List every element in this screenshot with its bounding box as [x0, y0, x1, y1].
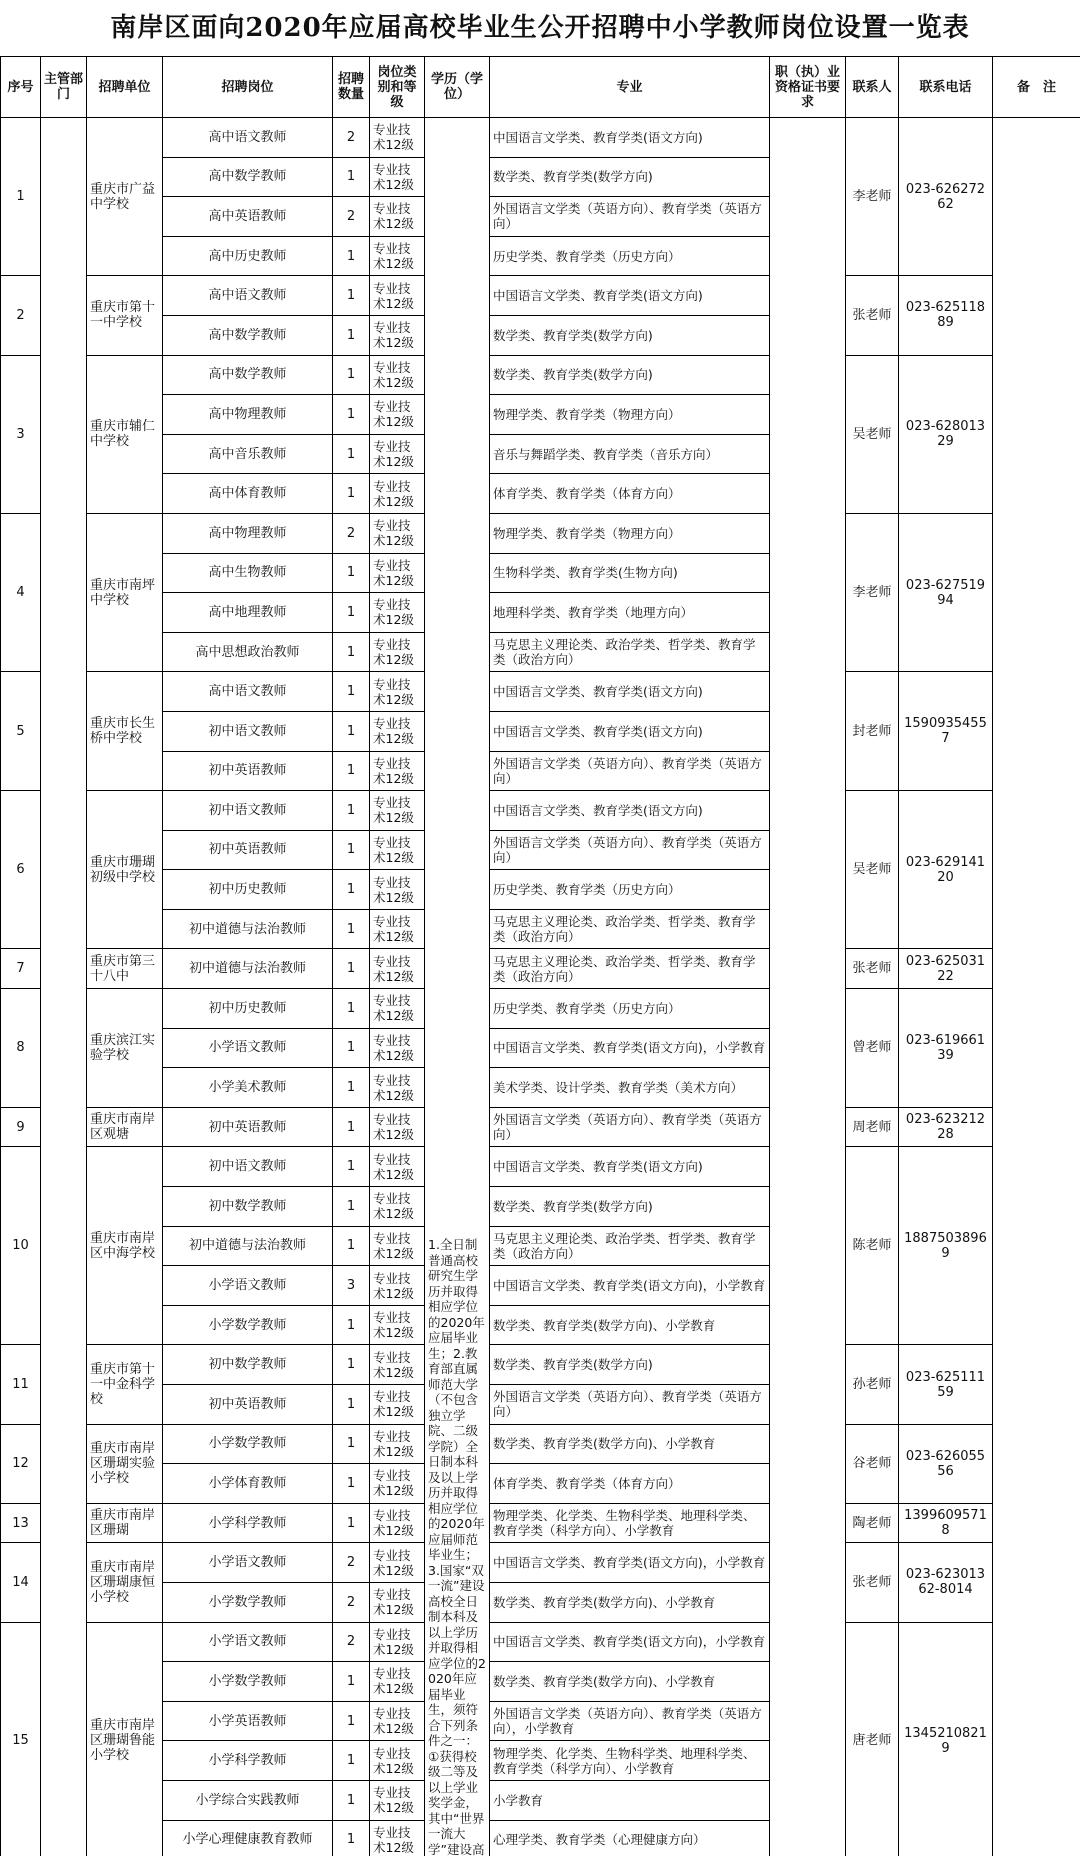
major-requirement: 马克思主义理论类、政治学类、哲学类、教育学类（政治方向）	[490, 1226, 770, 1266]
recruitment-table-container	[0, 56, 1080, 1856]
major-requirement: 外国语言文学类（英语方向）、教育学类（英语方向）	[490, 830, 770, 870]
post-count: 1	[333, 1385, 370, 1425]
table-row	[1, 1424, 1080, 1464]
major-requirement: 数学类、教育学类(数学方向)、小学教育	[490, 1662, 770, 1702]
post-name: 初中历史教师	[163, 870, 333, 910]
row-number: 7	[1, 949, 41, 989]
post-count: 1	[333, 1226, 370, 1266]
major-requirement: 中国语言文学类、教育学类(语文方向)，小学教育	[490, 1622, 770, 1662]
major-requirement: 外国语言文学类（英语方向）、教育学类（英语方向）	[490, 751, 770, 791]
post-count: 1	[333, 474, 370, 514]
post-name: 小学语文教师	[163, 1543, 333, 1583]
unit-name: 重庆市南岸区观塘	[87, 1107, 163, 1147]
post-name: 初中英语教师	[163, 1385, 333, 1425]
post-count: 1	[333, 751, 370, 791]
post-grade: 专业技术12级	[370, 751, 425, 791]
unit-name: 重庆市第三十八中	[87, 949, 163, 989]
post-grade: 专业技术12级	[370, 593, 425, 633]
post-grade: 专业技术12级	[370, 1107, 425, 1147]
post-grade: 专业技术12级	[370, 1028, 425, 1068]
major-requirement: 外国语言文学类（英语方向）、教育学类（英语方向）	[490, 197, 770, 237]
post-grade: 专业技术12级	[370, 949, 425, 989]
post-grade: 专业技术12级	[370, 1266, 425, 1306]
post-grade: 专业技术12级	[370, 1385, 425, 1425]
post-grade: 专业技术12级	[370, 1226, 425, 1266]
post-name: 高中语文教师	[163, 276, 333, 316]
post-count: 2	[333, 118, 370, 158]
row-number: 3	[1, 355, 41, 513]
header-major: 专业	[490, 57, 770, 118]
post-count: 1	[333, 1464, 370, 1504]
post-count: 1	[333, 315, 370, 355]
table-row	[1, 355, 1080, 395]
contact-person: 张老师	[846, 1543, 899, 1622]
contact-phone: 023-62627262	[899, 118, 993, 276]
post-name: 小学心理健康教育教师	[163, 1820, 333, 1856]
row-number: 10	[1, 1147, 41, 1345]
row-number: 6	[1, 791, 41, 949]
post-count: 1	[333, 672, 370, 712]
contact-phone: 023-62751994	[899, 513, 993, 671]
major-requirement: 历史学类、教育学类（历史方向）	[490, 870, 770, 910]
post-name: 高中物理教师	[163, 395, 333, 435]
post-grade: 专业技术12级	[370, 474, 425, 514]
row-number: 9	[1, 1107, 41, 1147]
unit-name: 重庆市南岸区中海学校	[87, 1147, 163, 1345]
post-name: 小学语文教师	[163, 1622, 333, 1662]
row-number: 5	[1, 672, 41, 791]
contact-person: 唐老师	[846, 1622, 899, 1856]
post-name: 小学数学教师	[163, 1662, 333, 1702]
post-name: 初中英语教师	[163, 830, 333, 870]
header-grade: 岗位类别和等级	[370, 57, 425, 118]
post-name: 高中物理教师	[163, 513, 333, 553]
unit-name: 重庆市第十一中学校	[87, 276, 163, 355]
contact-phone: 15909354557	[899, 672, 993, 791]
post-name: 小学英语教师	[163, 1701, 333, 1741]
post-name: 小学数学教师	[163, 1424, 333, 1464]
major-requirement: 中国语言文学类、教育学类(语文方向)，小学教育	[490, 1543, 770, 1583]
post-count: 1	[333, 1068, 370, 1108]
post-count: 1	[333, 553, 370, 593]
post-count: 2	[333, 513, 370, 553]
unit-name: 重庆市南岸区珊瑚鲁能小学校	[87, 1622, 163, 1856]
post-grade: 专业技术12级	[370, 1503, 425, 1543]
major-requirement: 马克思主义理论类、政治学类、哲学类、教育学类（政治方向）	[490, 632, 770, 672]
major-requirement: 马克思主义理论类、政治学类、哲学类、教育学类（政治方向）	[490, 909, 770, 949]
contact-person: 曾老师	[846, 989, 899, 1108]
post-name: 初中历史教师	[163, 989, 333, 1029]
contact-person: 孙老师	[846, 1345, 899, 1424]
post-name: 初中语文教师	[163, 791, 333, 831]
contact-phone: 13996095718	[899, 1503, 993, 1543]
page-title: 南岸区面向2020年应届高校毕业生公开招聘中小学教师岗位设置一览表	[110, 13, 970, 43]
post-name: 初中数学教师	[163, 1345, 333, 1385]
major-requirement: 外国语言文学类（英语方向）、教育学类（英语方向）	[490, 1385, 770, 1425]
unit-name: 重庆市南坪中学校	[87, 513, 163, 671]
post-count: 1	[333, 1701, 370, 1741]
post-grade: 专业技术12级	[370, 118, 425, 158]
post-name: 初中道德与法治教师	[163, 949, 333, 989]
contact-person: 张老师	[846, 949, 899, 989]
major-requirement: 物理学类、教育学类（物理方向）	[490, 395, 770, 435]
post-grade: 专业技术12级	[370, 1741, 425, 1781]
post-grade: 专业技术12级	[370, 1622, 425, 1662]
row-number: 4	[1, 513, 41, 671]
contact-phone: 023-62321228	[899, 1107, 993, 1147]
department-cell	[41, 118, 87, 1856]
post-grade: 专业技术12级	[370, 1305, 425, 1345]
major-requirement: 历史学类、教育学类（历史方向）	[490, 989, 770, 1029]
major-requirement: 马克思主义理论类、政治学类、哲学类、教育学类（政治方向）	[490, 949, 770, 989]
post-name: 初中语文教师	[163, 1147, 333, 1187]
contact-person: 吴老师	[846, 791, 899, 949]
post-grade: 专业技术12级	[370, 513, 425, 553]
major-requirement: 中国语言文学类、教育学类(语文方向)	[490, 791, 770, 831]
contact-person: 陶老师	[846, 1503, 899, 1543]
header-no: 序号	[1, 57, 41, 118]
unit-name: 重庆市南岸区珊瑚实验小学校	[87, 1424, 163, 1503]
row-number: 11	[1, 1345, 41, 1424]
post-count: 1	[333, 157, 370, 197]
row-number: 12	[1, 1424, 41, 1503]
post-count: 1	[333, 434, 370, 474]
post-grade: 专业技术12级	[370, 1543, 425, 1583]
contact-phone: 023-61966139	[899, 989, 993, 1108]
post-count: 1	[333, 1305, 370, 1345]
contact-person: 封老师	[846, 672, 899, 791]
table-row	[1, 1345, 1080, 1385]
post-name: 高中语文教师	[163, 118, 333, 158]
post-grade: 专业技术12级	[370, 1147, 425, 1187]
post-grade: 专业技术12级	[370, 395, 425, 435]
post-count: 1	[333, 632, 370, 672]
table-row	[1, 276, 1080, 316]
header-phone: 联系电话	[899, 57, 993, 118]
contact-phone: 18875038969	[899, 1147, 993, 1345]
row-number: 15	[1, 1622, 41, 1856]
post-name: 高中音乐教师	[163, 434, 333, 474]
table-row	[1, 989, 1080, 1029]
table-row	[1, 118, 1080, 158]
post-count: 2	[333, 1582, 370, 1622]
major-requirement: 中国语言文学类、教育学类(语文方向)，小学教育	[490, 1028, 770, 1068]
post-grade: 专业技术12级	[370, 1780, 425, 1820]
post-name: 高中数学教师	[163, 355, 333, 395]
post-grade: 专业技术12级	[370, 672, 425, 712]
post-name: 小学科学教师	[163, 1503, 333, 1543]
post-grade: 专业技术12级	[370, 632, 425, 672]
row-number: 1	[1, 118, 41, 276]
contact-person: 吴老师	[846, 355, 899, 513]
contact-person: 谷老师	[846, 1424, 899, 1503]
post-count: 2	[333, 197, 370, 237]
row-number: 8	[1, 989, 41, 1108]
recruitment-table	[0, 56, 1080, 1856]
post-name: 小学科学教师	[163, 1741, 333, 1781]
post-grade: 专业技术12级	[370, 1820, 425, 1856]
table-body	[1, 118, 1080, 1856]
major-requirement: 物理学类、化学类、生物科学类、地理科学类、教育学类（科学方向）、小学教育	[490, 1741, 770, 1781]
major-requirement: 数学类、教育学类(数学方向)、小学教育	[490, 1305, 770, 1345]
post-count: 3	[333, 1266, 370, 1306]
post-count: 1	[333, 1741, 370, 1781]
row-number: 14	[1, 1543, 41, 1622]
post-count: 1	[333, 1147, 370, 1187]
post-count: 1	[333, 276, 370, 316]
major-requirement: 地理科学类、教育学类（地理方向）	[490, 593, 770, 633]
post-grade: 专业技术12级	[370, 553, 425, 593]
table-row	[1, 1622, 1080, 1662]
major-requirement: 历史学类、教育学类（历史方向）	[490, 236, 770, 276]
major-requirement: 数学类、教育学类(数学方向)、小学教育	[490, 1424, 770, 1464]
major-requirement: 数学类、教育学类(数学方向)	[490, 355, 770, 395]
major-requirement: 物理学类、教育学类（物理方向）	[490, 513, 770, 553]
table-row	[1, 1503, 1080, 1543]
major-requirement: 中国语言文学类、教育学类(语文方向)	[490, 276, 770, 316]
post-grade: 专业技术12级	[370, 434, 425, 474]
contact-phone: 023-62511159	[899, 1345, 993, 1424]
major-requirement: 中国语言文学类、教育学类(语文方向)	[490, 118, 770, 158]
major-requirement: 外国语言文学类（英语方向）、教育学类（英语方向）	[490, 1107, 770, 1147]
post-grade: 专业技术12级	[370, 830, 425, 870]
post-count: 1	[333, 1028, 370, 1068]
post-name: 高中历史教师	[163, 236, 333, 276]
post-name: 高中体育教师	[163, 474, 333, 514]
major-requirement: 体育学类、教育学类（体育方向）	[490, 474, 770, 514]
table-row	[1, 1107, 1080, 1147]
contact-person: 周老师	[846, 1107, 899, 1147]
major-requirement: 音乐与舞蹈学类、教育学类（音乐方向）	[490, 434, 770, 474]
contact-person: 陈老师	[846, 1147, 899, 1345]
header-education: 学历（学位）	[425, 57, 490, 118]
post-name: 高中生物教师	[163, 553, 333, 593]
table-row	[1, 949, 1080, 989]
contact-phone: 023-62914120	[899, 791, 993, 949]
education-requirement: 1.全日制普通高校研究生学历并取得相应学位的2020年应届毕业生；2.教育部直属师范大学（不包含独立学院、二级学院）全日制本科及以上学历并取得相应学位的2020年应届师范毕业生；3.国家“双一流”建设高校全日制本科及以上学历并取得相应学位的2020年应届毕业生，须符合下列条件之一：①获得校级二等及以上学业奖学金，其中“世界一流大学”建设高	[425, 118, 490, 1856]
post-count: 1	[333, 1503, 370, 1543]
contact-phone: 023-62511889	[899, 276, 993, 355]
post-name: 小学语文教师	[163, 1266, 333, 1306]
header-count: 招聘数量	[333, 57, 370, 118]
major-requirement: 心理学类、教育学类（心理健康方向）	[490, 1820, 770, 1856]
post-count: 1	[333, 1424, 370, 1464]
post-count: 1	[333, 949, 370, 989]
post-name: 高中思想政治教师	[163, 632, 333, 672]
post-count: 1	[333, 989, 370, 1029]
post-grade: 专业技术12级	[370, 1068, 425, 1108]
unit-name: 重庆市长生桥中学校	[87, 672, 163, 791]
post-count: 1	[333, 791, 370, 831]
post-grade: 专业技术12级	[370, 157, 425, 197]
post-count: 1	[333, 395, 370, 435]
major-requirement: 生物科学类、教育学类(生物方向)	[490, 553, 770, 593]
post-count: 1	[333, 355, 370, 395]
post-name: 高中地理教师	[163, 593, 333, 633]
post-grade: 专业技术12级	[370, 909, 425, 949]
post-name: 小学综合实践教师	[163, 1780, 333, 1820]
post-count: 1	[333, 236, 370, 276]
major-requirement: 数学类、教育学类(数学方向)	[490, 1187, 770, 1227]
remarks-cell	[993, 118, 1080, 1856]
post-name: 初中英语教师	[163, 751, 333, 791]
post-count: 1	[333, 870, 370, 910]
post-grade: 专业技术12级	[370, 315, 425, 355]
post-grade: 专业技术12级	[370, 711, 425, 751]
post-count: 1	[333, 1820, 370, 1856]
post-count: 1	[333, 711, 370, 751]
post-grade: 专业技术12级	[370, 1345, 425, 1385]
contact-phone: 023-62801329	[899, 355, 993, 513]
contact-person: 张老师	[846, 276, 899, 355]
unit-name: 重庆市南岸区珊瑚康恒小学校	[87, 1543, 163, 1622]
major-requirement: 外国语言文学类（英语方向）、教育学类（英语方向），小学教育	[490, 1701, 770, 1741]
post-count: 1	[333, 909, 370, 949]
post-name: 小学体育教师	[163, 1464, 333, 1504]
unit-name: 重庆市辅仁中学校	[87, 355, 163, 513]
contact-person: 李老师	[846, 513, 899, 671]
header-certificate: 职（执）业资格证书要求	[770, 57, 846, 118]
post-grade: 专业技术12级	[370, 791, 425, 831]
contact-phone: 023-62301362-8014	[899, 1543, 993, 1622]
header-remarks: 备 注	[993, 57, 1080, 118]
post-grade: 专业技术12级	[370, 1187, 425, 1227]
table-row	[1, 513, 1080, 553]
contact-phone: 13452108219	[899, 1622, 993, 1856]
major-requirement: 数学类、教育学类(数学方向)、小学教育	[490, 1582, 770, 1622]
certificate-cell	[770, 118, 846, 1856]
post-count: 1	[333, 1107, 370, 1147]
post-name: 初中英语教师	[163, 1107, 333, 1147]
post-grade: 专业技术12级	[370, 1662, 425, 1702]
post-name: 初中语文教师	[163, 711, 333, 751]
post-count: 1	[333, 1345, 370, 1385]
post-name: 初中道德与法治教师	[163, 909, 333, 949]
unit-name: 重庆市广益中学校	[87, 118, 163, 276]
post-name: 高中数学教师	[163, 157, 333, 197]
post-name: 高中语文教师	[163, 672, 333, 712]
contact-phone: 023-62503122	[899, 949, 993, 989]
post-grade: 专业技术12级	[370, 870, 425, 910]
post-grade: 专业技术12级	[370, 236, 425, 276]
post-grade: 专业技术12级	[370, 1464, 425, 1504]
row-number: 2	[1, 276, 41, 355]
major-requirement: 美术学类、设计学类、教育学类（美术方向）	[490, 1068, 770, 1108]
post-grade: 专业技术12级	[370, 1424, 425, 1464]
post-count: 1	[333, 593, 370, 633]
unit-name: 重庆市南岸区珊瑚	[87, 1503, 163, 1543]
major-requirement: 数学类、教育学类(数学方向)	[490, 1345, 770, 1385]
major-requirement: 小学教育	[490, 1780, 770, 1820]
post-name: 初中数学教师	[163, 1187, 333, 1227]
major-requirement: 物理学类、化学类、生物科学类、地理科学类、教育学类（科学方向）、小学教育	[490, 1503, 770, 1543]
post-grade: 专业技术12级	[370, 1582, 425, 1622]
table-row	[1, 672, 1080, 712]
post-count: 1	[333, 1187, 370, 1227]
post-name: 小学数学教师	[163, 1582, 333, 1622]
unit-name: 重庆市第十一中金科学校	[87, 1345, 163, 1424]
contact-person: 李老师	[846, 118, 899, 276]
post-name: 小学美术教师	[163, 1068, 333, 1108]
table-row	[1, 791, 1080, 831]
post-count: 2	[333, 1622, 370, 1662]
post-name: 初中道德与法治教师	[163, 1226, 333, 1266]
header-unit: 招聘单位	[87, 57, 163, 118]
major-requirement: 数学类、教育学类(数学方向)	[490, 157, 770, 197]
row-number: 13	[1, 1503, 41, 1543]
major-requirement: 中国语言文学类、教育学类(语文方向)，小学教育	[490, 1266, 770, 1306]
post-name: 高中英语教师	[163, 197, 333, 237]
post-name: 小学数学教师	[163, 1305, 333, 1345]
major-requirement: 中国语言文学类、教育学类(语文方向)	[490, 1147, 770, 1187]
post-grade: 专业技术12级	[370, 197, 425, 237]
post-grade: 专业技术12级	[370, 989, 425, 1029]
post-name: 高中数学教师	[163, 315, 333, 355]
post-grade: 专业技术12级	[370, 355, 425, 395]
post-count: 1	[333, 1780, 370, 1820]
post-count: 2	[333, 1543, 370, 1583]
header-post: 招聘岗位	[163, 57, 333, 118]
post-grade: 专业技术12级	[370, 1701, 425, 1741]
major-requirement: 数学类、教育学类(数学方向)	[490, 315, 770, 355]
header-department: 主管部门	[41, 57, 87, 118]
unit-name: 重庆滨江实验学校	[87, 989, 163, 1108]
table-header-row	[1, 57, 1080, 118]
post-name: 小学语文教师	[163, 1028, 333, 1068]
major-requirement: 中国语言文学类、教育学类(语文方向)	[490, 711, 770, 751]
major-requirement: 中国语言文学类、教育学类(语文方向)	[490, 672, 770, 712]
post-count: 1	[333, 1662, 370, 1702]
post-grade: 专业技术12级	[370, 276, 425, 316]
major-requirement: 体育学类、教育学类（体育方向）	[490, 1464, 770, 1504]
post-count: 1	[333, 830, 370, 870]
header-contact: 联系人	[846, 57, 899, 118]
table-row	[1, 1543, 1080, 1583]
contact-phone: 023-62605556	[899, 1424, 993, 1503]
table-row	[1, 1147, 1080, 1187]
unit-name: 重庆市珊瑚初级中学校	[87, 791, 163, 949]
